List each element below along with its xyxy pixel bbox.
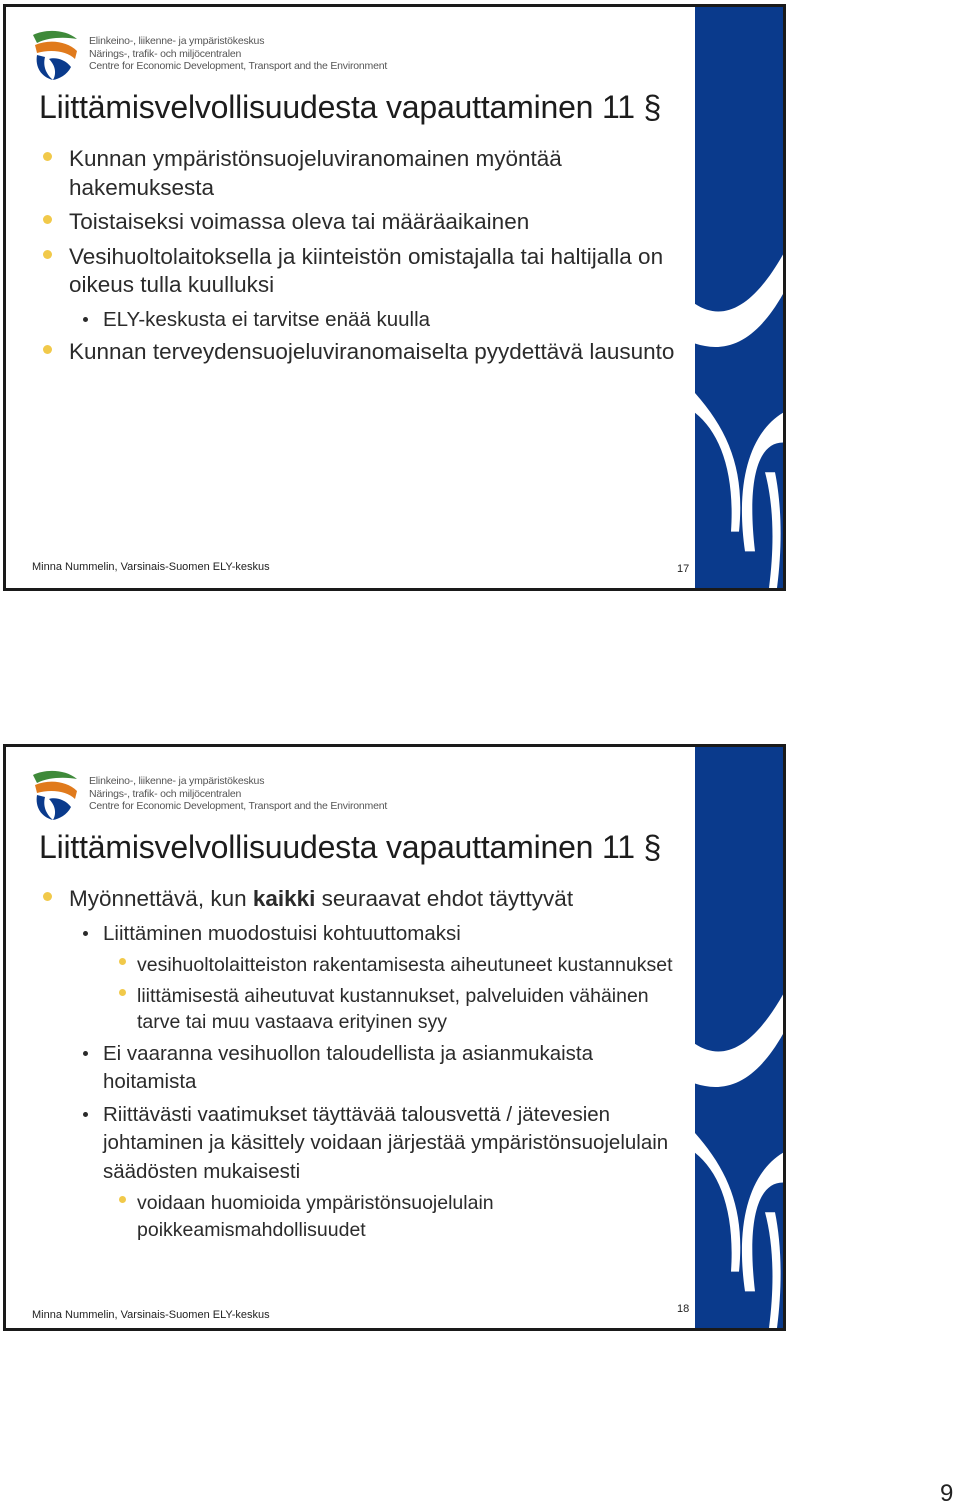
- logo-text-swedish: Närings-, trafik- och miljöcentralen: [89, 47, 242, 60]
- list-item-text: liittämisestä aiheutuvat kustannukset, palveluiden vähäinen tarve tai muu vastaava erityinen syy: [137, 984, 649, 1033]
- slide-footer-author: Minna Nummelin, Varsinais-Suomen ELY-keskus: [32, 561, 270, 573]
- logo-text-finnish: Elinkeino-, liikenne- ja ympäristökeskus: [89, 775, 265, 787]
- sub-sub-list-item: [39, 983, 687, 1036]
- list-item-text: vesihuoltolaitteiston rakentamisesta aiheutuneet kustannukset: [137, 954, 673, 976]
- bullet-list: [39, 145, 687, 373]
- logo-text-swedish: Närings-, trafik- och miljöcentralen: [89, 787, 242, 800]
- ely-logo-icon: [31, 769, 79, 821]
- bullet-icon: [43, 152, 52, 161]
- slide-footer-author: Minna Nummelin, Varsinais-Suomen ELY-keskus: [32, 1309, 270, 1321]
- page-number: 9: [940, 1480, 954, 1507]
- logo-text-english: Centre for Economic Development, Transport and the Environment: [89, 800, 388, 812]
- bullet-icon: [43, 892, 52, 901]
- list-item-text: Kunnan ympäristönsuojeluviranomainen myöntää hakemuksesta: [69, 146, 562, 200]
- blue-side-band: [695, 7, 783, 588]
- list-item-text: Liittäminen muodostuisi kohtuuttomaksi: [103, 921, 461, 945]
- list-item-text: Riittävästi vaatimukset täyttävää talousvettä / jätevesien johtaminen ja käsittely voidaan järjestää ympäristönsuojelulain säädösten mukaisesti: [103, 1102, 669, 1183]
- bullet-icon: [83, 1112, 88, 1117]
- list-item-text-bold: kaikki: [252, 886, 316, 911]
- list-item: [39, 338, 687, 367]
- list-item-text: Ei vaaranna vesihuollon taloudellista ja asianmukaista hoitamista: [103, 1041, 594, 1093]
- list-item: [39, 885, 687, 914]
- bullet-icon: [83, 1051, 88, 1056]
- slide-number: 17: [677, 563, 690, 575]
- list-item: [39, 208, 687, 237]
- list-item: [39, 243, 687, 300]
- sub-list-item: [39, 1101, 687, 1187]
- list-item-text: ELY-keskusta ei tarvitse enää kuulla: [103, 307, 431, 331]
- list-item-text: voidaan huomioida ympäristönsuojelulain poikkeamismahdollisuudet: [137, 1192, 494, 1241]
- bullet-icon: [119, 989, 126, 996]
- bullet-icon: [83, 931, 88, 936]
- sub-sub-list-item: [39, 952, 687, 979]
- sub-list-item: [39, 1040, 687, 1097]
- sub-sub-list-item: [39, 1190, 687, 1243]
- slide-title: Liittämisvelvollisuudesta vapauttaminen 11 §: [39, 829, 662, 865]
- logo-text-finnish: Elinkeino-, liikenne- ja ympäristökeskus: [89, 35, 265, 47]
- list-item: [39, 145, 687, 202]
- ely-wave-graphic: [695, 7, 783, 588]
- bullet-icon: [43, 345, 52, 354]
- sub-list-item: [39, 306, 687, 335]
- sub-list-item: [39, 920, 687, 949]
- bullet-icon: [83, 317, 88, 322]
- list-item-text-end: seuraavat ehdot täyttyvät: [315, 886, 574, 911]
- slide-title: Liittämisvelvollisuudesta vapauttaminen 11 §: [39, 89, 662, 125]
- slide-18: [3, 744, 786, 1331]
- slide-number: 18: [677, 1303, 690, 1315]
- bullet-list: [39, 885, 687, 1247]
- bullet-icon: [119, 958, 126, 965]
- ely-logo-icon: [31, 29, 79, 81]
- bullet-icon: [119, 1196, 126, 1203]
- bullet-icon: [43, 215, 52, 224]
- list-item-text-start: Myönnettävä, kun: [69, 886, 253, 911]
- logo-text-english: Centre for Economic Development, Transport and the Environment: [89, 60, 388, 72]
- bullet-icon: [43, 250, 52, 259]
- list-item-text: Kunnan terveydensuojeluviranomaiselta pyydettävä lausunto: [69, 339, 675, 364]
- list-item-text: Toistaiseksi voimassa oleva tai määräaikainen: [69, 209, 530, 234]
- slide-17: [3, 4, 786, 591]
- blue-side-band: [695, 747, 783, 1328]
- list-item-text: Vesihuoltolaitoksella ja kiinteistön omistajalla tai haltijalla on oikeus tulla kuulluksi: [69, 243, 664, 297]
- ely-wave-graphic: [695, 747, 783, 1328]
